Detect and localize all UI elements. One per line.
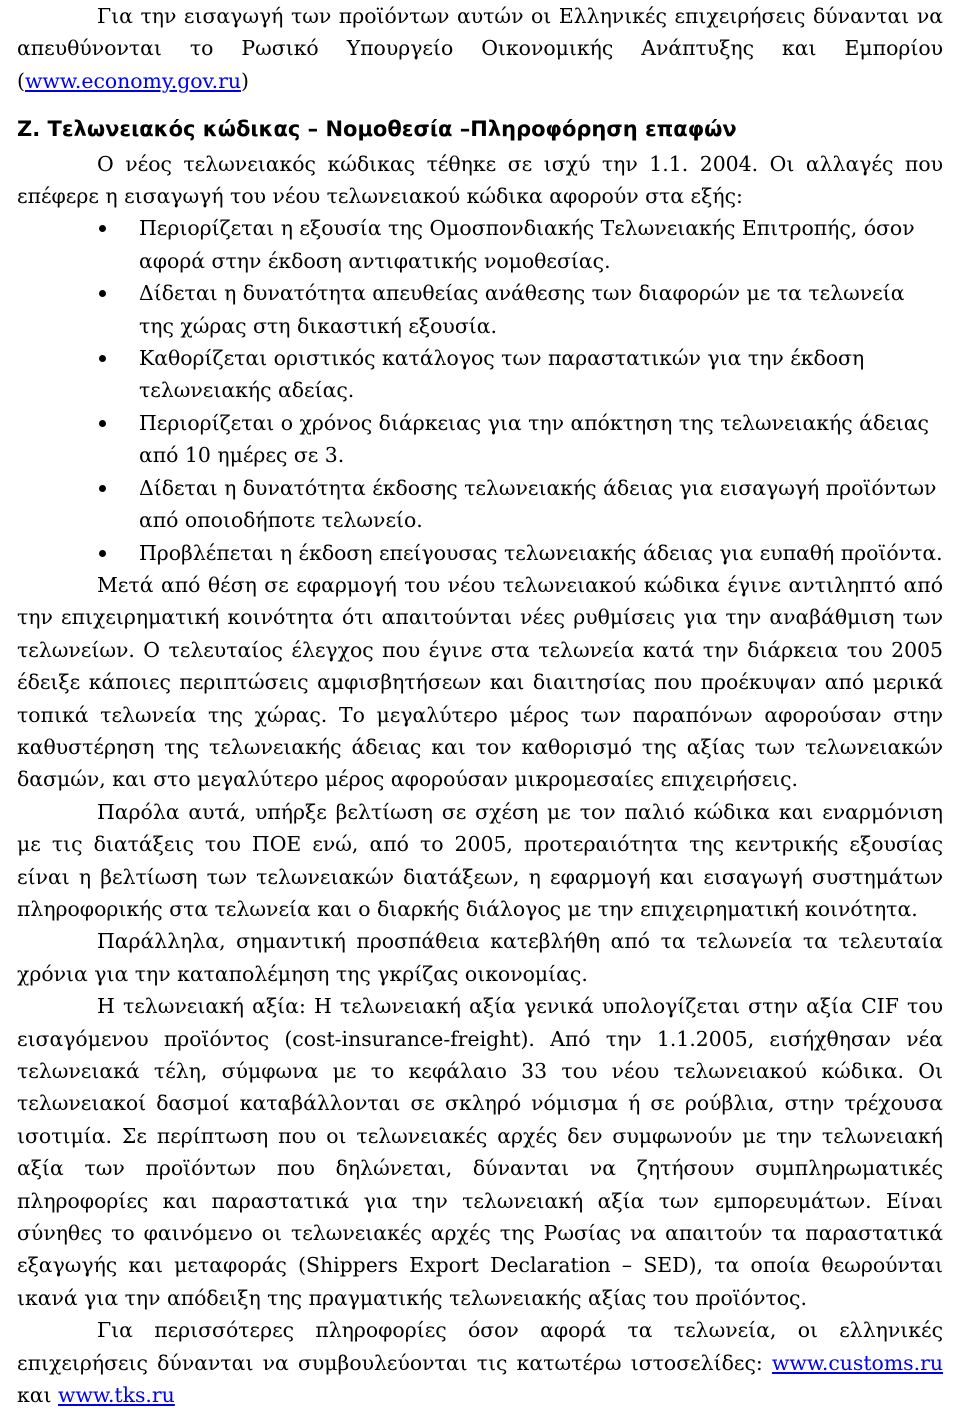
intro-text-end: ) — [240, 68, 249, 93]
section-intro: Ο νέος τελωνειακός κώδικας τέθηκε σε ισχύ την 1.1. 2004. Οι αλλαγές που επέφερε η εισαγωγή του νέου τελωνειακού κώδικα αφορούν στα εξής: — [17, 151, 943, 209]
bullet-icon — [99, 485, 106, 492]
customs-link[interactable]: www.customs.ru — [771, 1350, 943, 1375]
paragraph-customs-reform: Μετά από θέση σε εφαρμογή του νέου τελωνειακού κώδικα έγινε αντιληπτό από την επιχειρηματική κοινότητα ότι απαιτούνται νέες ρυθμίσεις για την αναβάθμιση των τελωνείων. Ο τελευταίος έλεγχος που έγινε στα τελωνεία κατά την διάρκεια του 2005 έδειξε κάποιες περιπτώσεις αμφισβητήσεων και διαιτησίας που προέκυψαν από μερικά τοπικά τελωνεία της χώρας. Το μεγαλύτερο μέρος των παραπόνων αφορούσαν στην καθυστέρηση της τελωνειακής άδειας και τον καθορισμό της αξίας των τελωνειακών δασμών, και στο μεγαλύτερο μέρος αφορούσαν μικρομεσαίες επιχειρήσεις. — [17, 572, 943, 792]
intro-paragraph — [17, 0, 943, 97]
list-item — [139, 537, 943, 569]
tks-link[interactable]: www.tks.ru — [58, 1383, 175, 1408]
bullet-icon — [99, 420, 106, 427]
list-item-text: Περιορίζεται η εξουσία της Ομοσπονδιακής Τελωνειακής Επιτροπής, όσον αφορά στην έκδοση αντιφατικής νομοθεσίας. — [139, 216, 915, 273]
list-item-text: Δίδεται η δυνατότητα έκδοσης τελωνειακής άδειας για εισαγωγή προϊόντων από οποιοδήποτε τελωνείο. — [139, 475, 937, 533]
list-item — [139, 407, 943, 472]
changes-list — [17, 212, 943, 568]
list-item — [139, 212, 943, 277]
paragraph-customs-value: Η τελωνειακή αξία: Η τελωνειακή αξία γενικά υπολογίζεται στην αξία CIF του εισαγόμενου προϊόντος (cost-insurance-freight). Από την 1.1.2005, εισήχθησαν νέα τελωνειακά τέλη, σύμφωνα με το κεφάλαιο 33 του νέου τελωνειακού κώδικα. Οι τελωνειακοί δασμοί καταβάλλονται σε σκληρό νόμισμα ή σε ρούβλια, στην τρέχουσα ισοτιμία. Σε περίπτωση που οι τελωνειακές αρχές δεν συμφωνούν με την τελωνειακή αξία των προϊόντων που δηλώνεται, δύνανται να ζητήσουν συμπληρωματικές πληροφορίες και παραστατικά για την τελωνειακή αξία των εμπορευμάτων. Είναι σύνηθες το φαινόμενο οι τελωνειακές αρχές της Ρωσίας να απαιτούν τα παραστατικά εξαγωγής και μεταφοράς (Shippers Export Declaration – SED), τα οποία θεωρούνται ικανά για την απόδειξη της πραγματικής τελωνειακής αξίας του προϊόντος. — [17, 994, 943, 1310]
closing-conjunction: και — [17, 1383, 58, 1408]
list-item-text: Καθορίζεται οριστικός κατάλογος των παραστατικών για την έκδοση τελωνειακής αδείας. — [139, 346, 865, 403]
list-item-text: Δίδεται η δυνατότητα απευθείας ανάθεσης των διαφορών με τα τελωνεία της χώρας στη δικαστική εξουσία. — [139, 281, 905, 338]
closing-text: Για περισσότερες πληροφορίες όσον αφορά τα τελωνεία, οι ελληνικές επιχειρήσεις δύνανται να συμβουλεύονται τις κατωτέρω ιστοσελίδες: — [17, 1318, 943, 1375]
closing-paragraph — [17, 1314, 943, 1411]
list-item-text: Προβλέπεται η έκδοση επείγουσας τελωνειακής άδειας για ευπαθή προϊόντα. — [139, 540, 943, 565]
list-item — [139, 472, 943, 537]
section-heading: Ζ. Τελωνειακός κώδικας – Νομοθεσία –Πληροφόρηση επαφών — [17, 117, 737, 142]
list-item-text: Περιορίζεται ο χρόνος διάρκειας για την απόκτηση της τελωνειακής άδειας από 10 ημέρες σε 3. — [139, 410, 929, 468]
paragraph-improvement: Παρόλα αυτά, υπήρξε βελτίωση σε σχέση με τον παλιό κώδικα και εναρμόνιση με τις διατάξεις του ΠΟΕ ενώ, από το 2005, προτεραιότητα της κεντρικής εξουσίας είναι η βελτίωση των τελωνειακών διατάξεων, η εφαρμογή και εισαγωγή συστημάτων πληροφορικής στα τελωνεία και ο διαρκής διάλογος με την επιχειρηματική κοινότητα. — [17, 799, 943, 921]
bullet-icon — [99, 290, 106, 297]
paragraph-grey-economy: Παράλληλα, σημαντική προσπάθεια κατεβλήθη από τα τελωνεία τα τελευταία χρόνια για την καταπολέμηση της γκρίζας οικονομίας. — [17, 929, 943, 986]
list-item — [139, 277, 943, 342]
bullet-icon — [99, 225, 106, 232]
intro-text: Για την εισαγωγή των προϊόντων αυτών οι Ελληνικές επιχειρήσεις δύνανται να απευθύνονται το Ρωσικό Υπουργείο Οικονομικής Ανάπτυξης και Εμπορίου ( — [17, 4, 943, 93]
bullet-icon — [99, 550, 106, 557]
economy-link[interactable]: www.economy.gov.ru — [24, 68, 241, 93]
list-item — [139, 342, 943, 407]
bullet-icon — [99, 355, 106, 362]
